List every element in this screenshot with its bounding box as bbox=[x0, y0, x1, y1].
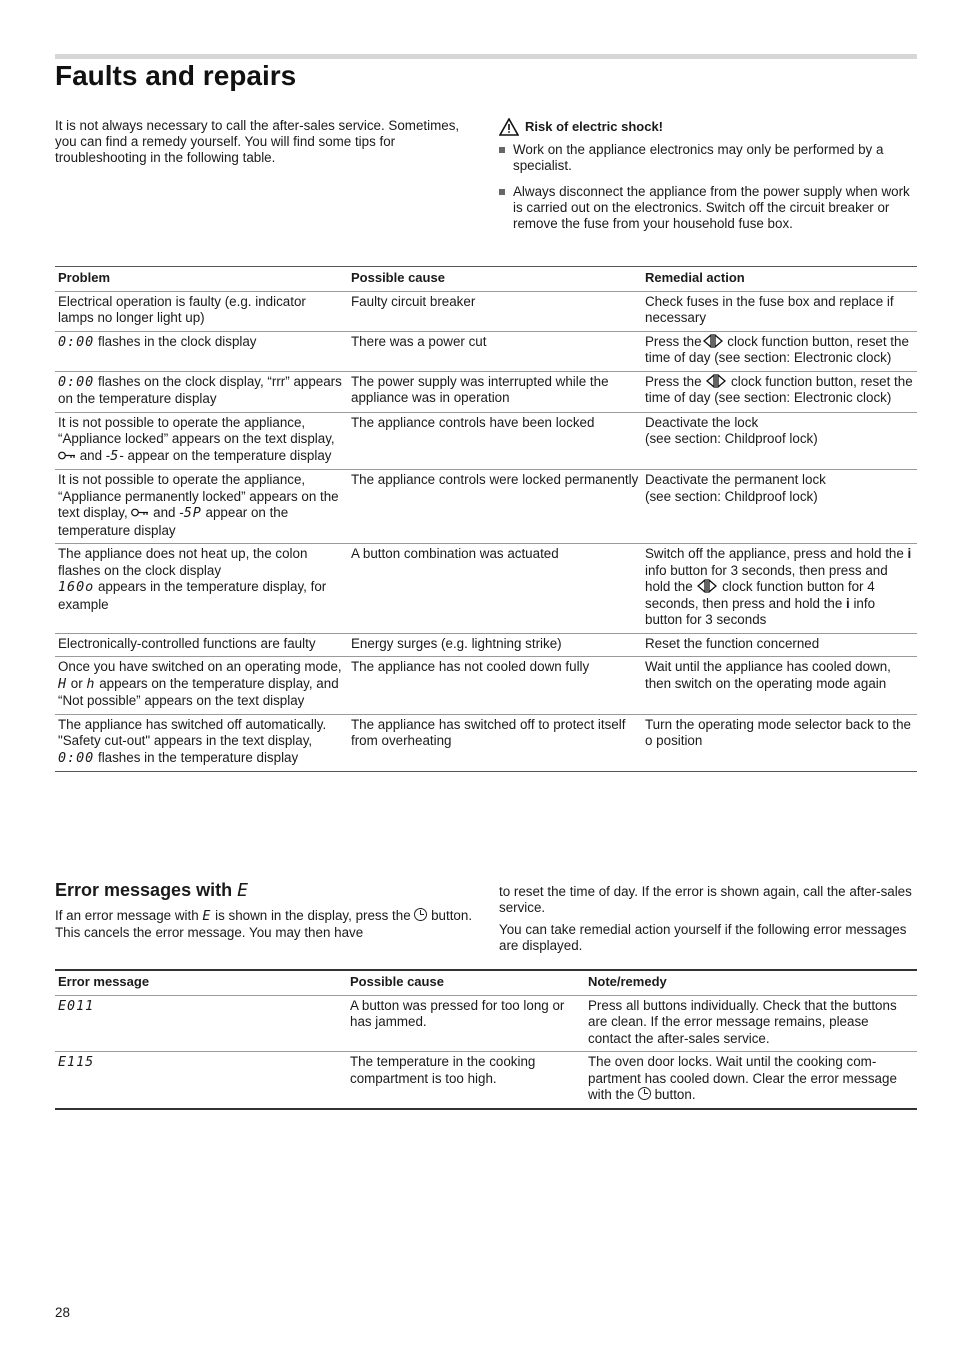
action-cell: Reset the function concerned bbox=[645, 635, 820, 651]
error-messages-heading: Error messages with E bbox=[55, 880, 249, 901]
problem-cell: 0:00 flashes in the clock display bbox=[58, 333, 257, 350]
table-row bbox=[55, 714, 917, 772]
warning-heading bbox=[499, 118, 917, 136]
action-cell: Deactivate the permanent lock (see section: Childproof lock) bbox=[645, 472, 826, 504]
cause-cell: The power supply was interrupted while the appliance was in operation bbox=[351, 373, 609, 405]
clock-display-symbol: 0:00 bbox=[58, 334, 95, 350]
clock-function-icon bbox=[702, 334, 724, 348]
clock-function-icon bbox=[705, 374, 727, 388]
column-header: Note/remedy bbox=[588, 974, 667, 989]
clock-icon bbox=[414, 908, 427, 921]
list-item: Work on the appliance electronics may only be performed by a specialist. bbox=[499, 142, 917, 174]
header-rule bbox=[55, 54, 917, 59]
cause-cell: The appliance controls were locked permanently bbox=[351, 472, 639, 487]
cause-cell: There was a power cut bbox=[351, 333, 487, 349]
action-cell: Press the clock function button, reset the time of day (see section: Electronic clock) bbox=[645, 333, 909, 365]
column-header: Problem bbox=[58, 270, 111, 285]
clock-display-symbol: 0:00 bbox=[58, 374, 95, 390]
table-row bbox=[55, 412, 917, 470]
page-title: Faults and repairs bbox=[55, 60, 297, 91]
faults-table bbox=[55, 266, 917, 772]
problem-cell: Electronically-controlled functions are faulty bbox=[58, 635, 316, 651]
cause-cell: The appliance controls have been locked bbox=[351, 414, 595, 430]
warning-list bbox=[499, 142, 917, 232]
page-number: 28 bbox=[55, 1305, 70, 1320]
problem-cell: The appliance does not heat up, the colon flashes on the clock display 160o appears in the temperature display, for example bbox=[58, 546, 327, 612]
action-cell: Check fuses in the fuse box and replace if necessary bbox=[645, 293, 894, 325]
action-cell: Wait until the appliance has cooled down, then switch on the operating mode again bbox=[645, 659, 891, 691]
table-row bbox=[55, 291, 917, 331]
cause-cell: The appliance has not cooled down fully bbox=[351, 659, 590, 674]
cause-cell: The appliance has switched off to protect itself from overheating bbox=[351, 716, 626, 748]
cause-cell: A button was pressed for too long or has jammed. bbox=[350, 997, 565, 1029]
paragraph: You can take remedial action yourself if the following error messages are displayed. bbox=[499, 922, 907, 953]
intro-text: It is not always necessary to call the after-sales service. Sometimes, you can find a remedy yourself. You will find some tips for troubleshooting in the following table. bbox=[55, 118, 460, 165]
warning-heading-text: Risk of electric shock! bbox=[525, 119, 663, 134]
problem-cell: It is not possible to operate the appliance, “Appliance permanently locked” appears on the text display, and -5P appear on the temperature display bbox=[58, 472, 339, 538]
table-header-row bbox=[55, 970, 917, 995]
warning-box bbox=[499, 118, 917, 242]
key-icon bbox=[131, 508, 149, 517]
table-row bbox=[55, 544, 917, 634]
error-intro-right bbox=[499, 884, 917, 960]
action-cell: Switch off the appliance, press and hold the i info button for 3 seconds, then press and hold the clock function button for 4 seconds, then press and hold the i info button for 3 seconds bbox=[645, 546, 912, 627]
remedy-cell: The oven door locks. Wait until the cooking compartment has cooled down. Clear the error message with the button. bbox=[588, 1054, 897, 1102]
problem-cell: It is not possible to operate the appliance, “Appliance locked” appears on the text display, and -5- appear on the temperature display bbox=[58, 414, 335, 464]
table-row bbox=[55, 633, 917, 657]
table-row bbox=[55, 371, 917, 412]
paragraph: to reset the time of day. If the error is shown again, call the after-sales service. bbox=[499, 884, 912, 915]
zero-position-icon: o bbox=[645, 733, 653, 748]
list-item: Always disconnect the appliance from the power supply when work is carried out on the electronics. Switch off the circuit breaker or remove the fuse from your household fuse box. bbox=[499, 184, 917, 232]
cause-cell: Faulty circuit breaker bbox=[351, 293, 476, 309]
warning-triangle-icon bbox=[499, 118, 519, 136]
key-icon bbox=[58, 451, 76, 460]
errors-table bbox=[55, 969, 917, 1110]
table-row bbox=[55, 1052, 917, 1109]
column-header: Error message bbox=[58, 974, 150, 989]
error-intro-left: If an error message with E is shown in the display, press the button. This cancels the error message. You may then have bbox=[55, 908, 473, 940]
problem-cell: 0:00 flashes on the clock display, “rrr” appears on the temperature display bbox=[58, 373, 342, 406]
action-cell: Deactivate the lock (see section: Childproof lock) bbox=[645, 414, 818, 446]
clock-function-icon bbox=[696, 579, 718, 593]
remedy-cell: Press all buttons individually. Check that the buttons are clean. If the error message remains, please contact the after-sales service. bbox=[588, 997, 897, 1046]
problem-cell: Once you have switched on an operating mode, H or h appears on the temperature display, and “Not possible” appears on the text display bbox=[58, 659, 342, 708]
error-code-cell: E011 bbox=[58, 998, 95, 1014]
clock-icon bbox=[638, 1087, 651, 1100]
info-icon: i bbox=[846, 595, 850, 611]
table-row bbox=[55, 657, 917, 715]
error-code-cell: E115 bbox=[58, 1055, 95, 1070]
action-cell: Press the clock function button, reset the time of day (see section: Electronic clock) bbox=[645, 373, 913, 405]
column-header: Possible cause bbox=[350, 974, 444, 989]
table-header-row bbox=[55, 267, 917, 292]
info-icon: i bbox=[907, 546, 912, 561]
action-cell: Turn the operating mode selector back to the o position bbox=[645, 716, 911, 748]
table-row bbox=[55, 470, 917, 544]
table-row bbox=[55, 331, 917, 371]
table-row bbox=[55, 995, 917, 1052]
column-header: Remedial action bbox=[645, 270, 745, 285]
cause-cell: A button combination was actuated bbox=[351, 546, 559, 561]
cause-cell: Energy surges (e.g. lightning strike) bbox=[351, 635, 562, 651]
problem-cell: The appliance has switched off automatically. "Safety cut-out" appears in the text display, 0:00 flashes in the temperature display bbox=[58, 716, 327, 766]
problem-cell: Electrical operation is faulty (e.g. indicator lamps no longer light up) bbox=[58, 293, 306, 325]
column-header: Possible cause bbox=[351, 270, 445, 285]
cause-cell: The temperature in the cooking compartment is too high. bbox=[350, 1054, 536, 1086]
